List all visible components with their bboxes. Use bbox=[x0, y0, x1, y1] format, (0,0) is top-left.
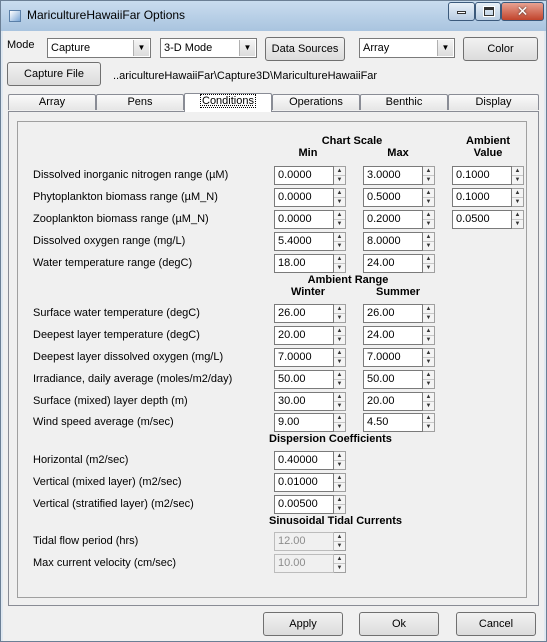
winter-spinner[interactable] bbox=[274, 370, 347, 389]
spin-down-icon[interactable]: ▼ bbox=[425, 199, 432, 205]
spin-buttons[interactable] bbox=[423, 232, 435, 251]
maximize-icon bbox=[484, 7, 494, 16]
ok-button[interactable]: Ok bbox=[359, 612, 439, 636]
summer-spinner-input[interactable]: 7.0000 bbox=[363, 348, 423, 367]
spin-buttons[interactable] bbox=[512, 210, 524, 229]
spin-up-icon: ▲ bbox=[334, 555, 345, 564]
capture-file-button[interactable]: Capture File bbox=[7, 62, 101, 86]
summer-spinner[interactable] bbox=[363, 370, 436, 389]
spin-up-icon[interactable]: ▲ bbox=[334, 349, 345, 358]
spin-down-icon[interactable]: ▼ bbox=[336, 506, 343, 512]
ambient-value-spinner[interactable] bbox=[452, 210, 525, 229]
spin-buttons[interactable] bbox=[334, 473, 346, 492]
chart-max-spinner[interactable] bbox=[363, 232, 436, 251]
layout-select-value: Array bbox=[363, 42, 390, 54]
ambient-row-label: Surface water temperature (degC) bbox=[33, 307, 200, 319]
spin-down-icon[interactable]: ▼ bbox=[514, 221, 521, 227]
spin-up-icon[interactable]: ▲ bbox=[334, 496, 345, 505]
dialog-body bbox=[3, 31, 544, 641]
chart-row-label: Dissolved inorganic nitrogen range (µM) bbox=[33, 169, 229, 181]
spin-buttons[interactable] bbox=[512, 188, 524, 207]
tab-pens[interactable]: Pens bbox=[96, 94, 184, 110]
ambient-value-spinner-input[interactable]: 0.0500 bbox=[452, 210, 512, 229]
spin-buttons[interactable] bbox=[334, 348, 346, 367]
dispersion-row-label: Horizontal (m2/sec) bbox=[33, 454, 129, 466]
spin-down-icon[interactable]: ▼ bbox=[336, 424, 343, 430]
app-icon bbox=[9, 10, 21, 22]
spin-up-icon[interactable]: ▲ bbox=[334, 393, 345, 402]
chart-min-spinner-input[interactable]: 0.0000 bbox=[274, 188, 334, 207]
maximize-button[interactable] bbox=[475, 2, 501, 21]
dispersion-spinner-input[interactable]: 0.01000 bbox=[274, 473, 334, 492]
dispersion-row-label: Vertical (mixed layer) (m2/sec) bbox=[33, 476, 182, 488]
spin-down-icon[interactable]: ▼ bbox=[514, 177, 521, 183]
spin-up-icon[interactable]: ▲ bbox=[423, 211, 434, 220]
tidal-spinner bbox=[274, 532, 347, 551]
dispersion-spinner-input[interactable]: 0.40000 bbox=[274, 451, 334, 470]
tidal-row-label: Max current velocity (cm/sec) bbox=[33, 557, 177, 569]
spin-up-icon[interactable]: ▲ bbox=[423, 305, 434, 314]
ambient-row-label: Surface (mixed) layer depth (m) bbox=[33, 395, 188, 407]
spin-up-icon[interactable]: ▲ bbox=[334, 474, 345, 483]
spin-buttons bbox=[334, 532, 346, 551]
spin-down-icon[interactable]: ▼ bbox=[425, 221, 432, 227]
spin-buttons[interactable] bbox=[334, 451, 346, 470]
summer-spinner[interactable] bbox=[363, 413, 436, 432]
winter-spinner-input[interactable]: 26.00 bbox=[274, 304, 334, 323]
spin-up-icon[interactable]: ▲ bbox=[334, 211, 345, 220]
spin-up-icon[interactable]: ▲ bbox=[423, 371, 434, 380]
spin-down-icon[interactable]: ▼ bbox=[336, 403, 343, 409]
spin-buttons[interactable] bbox=[334, 495, 346, 514]
spin-down-icon[interactable]: ▼ bbox=[425, 424, 432, 430]
tidal-spinner bbox=[274, 554, 347, 573]
spin-up-icon[interactable]: ▲ bbox=[512, 189, 523, 198]
chart-min-spinner[interactable] bbox=[274, 210, 347, 229]
chart-row-label: Phytoplankton biomass range (µM_N) bbox=[33, 191, 218, 203]
winter-spinner-input[interactable]: 20.00 bbox=[274, 326, 334, 345]
spin-down-icon[interactable]: ▼ bbox=[336, 484, 343, 490]
winter-header: Winter bbox=[290, 286, 326, 298]
chart-min-spinner-input[interactable]: 0.0000 bbox=[274, 166, 334, 185]
spin-buttons bbox=[334, 554, 346, 573]
color-button[interactable]: Color bbox=[463, 37, 538, 61]
winter-spinner-input[interactable]: 9.00 bbox=[274, 413, 334, 432]
spin-down-icon[interactable]: ▼ bbox=[425, 381, 432, 387]
chart-max-spinner[interactable] bbox=[363, 166, 436, 185]
spin-down-icon[interactable]: ▼ bbox=[336, 462, 343, 468]
minimize-icon bbox=[457, 11, 466, 14]
summer-spinner-input[interactable]: 20.00 bbox=[363, 392, 423, 411]
spin-up-icon[interactable]: ▲ bbox=[423, 167, 434, 176]
apply-button[interactable]: Apply bbox=[263, 612, 343, 636]
spin-up-icon[interactable]: ▲ bbox=[423, 327, 434, 336]
capture-path: ..ariculture​HawaiiFar\Capture3D\MaricultureHawaiiFar bbox=[113, 70, 378, 82]
summer-spinner[interactable] bbox=[363, 304, 436, 323]
spin-up-icon[interactable]: ▲ bbox=[334, 327, 345, 336]
winter-spinner-input[interactable]: 50.00 bbox=[274, 370, 334, 389]
tab-benthic[interactable]: Benthic bbox=[360, 94, 448, 110]
spin-up-icon[interactable]: ▲ bbox=[423, 393, 434, 402]
spin-up-icon[interactable]: ▲ bbox=[512, 211, 523, 220]
spin-buttons[interactable] bbox=[423, 188, 435, 207]
mode-select[interactable] bbox=[47, 38, 151, 58]
spin-up-icon[interactable]: ▲ bbox=[334, 414, 345, 423]
chart-max-spinner[interactable] bbox=[363, 254, 436, 273]
spin-down-icon[interactable]: ▼ bbox=[425, 337, 432, 343]
close-icon: ✕ bbox=[516, 3, 529, 19]
summer-spinner-input[interactable]: 24.00 bbox=[363, 326, 423, 345]
summer-spinner-input[interactable]: 4.50 bbox=[363, 413, 423, 432]
dispersion-spinner[interactable] bbox=[274, 495, 347, 514]
ambient-value-spinner-input[interactable]: 0.1000 bbox=[452, 166, 512, 185]
spin-buttons[interactable] bbox=[334, 254, 346, 273]
winter-spinner[interactable] bbox=[274, 413, 347, 432]
spin-down-icon[interactable]: ▼ bbox=[336, 315, 343, 321]
spin-up-icon[interactable]: ▲ bbox=[334, 255, 345, 264]
spin-up-icon[interactable]: ▲ bbox=[423, 233, 434, 242]
close-button[interactable] bbox=[501, 2, 544, 21]
spin-down-icon: ▼ bbox=[336, 543, 343, 549]
spin-buttons[interactable] bbox=[334, 392, 346, 411]
window-title: MaricultureHawaiiFar Options bbox=[27, 8, 186, 22]
spin-down-icon[interactable]: ▼ bbox=[336, 381, 343, 387]
spin-down-icon[interactable]: ▼ bbox=[425, 403, 432, 409]
chart-max-spinner-input[interactable]: 24.00 bbox=[363, 254, 423, 273]
spin-up-icon[interactable]: ▲ bbox=[334, 371, 345, 380]
chart-min-spinner[interactable] bbox=[274, 254, 347, 273]
tidal-spinner-input: 12.00 bbox=[274, 532, 334, 551]
winter-spinner-input[interactable]: 7.0000 bbox=[274, 348, 334, 367]
spin-down-icon[interactable]: ▼ bbox=[336, 177, 343, 183]
tab-conditions-label: Conditions bbox=[202, 95, 254, 107]
spin-down-icon[interactable]: ▼ bbox=[425, 243, 432, 249]
spin-down-icon[interactable]: ▼ bbox=[336, 199, 343, 205]
spin-up-icon[interactable]: ▲ bbox=[334, 167, 345, 176]
winter-spinner[interactable] bbox=[274, 348, 347, 367]
ambient-range-header: Ambient Range bbox=[307, 274, 389, 286]
summer-spinner[interactable] bbox=[363, 348, 436, 367]
summer-spinner[interactable] bbox=[363, 392, 436, 411]
spin-down-icon[interactable]: ▼ bbox=[336, 221, 343, 227]
chevron-down-icon: ▼ bbox=[133, 40, 149, 56]
tab-conditions[interactable] bbox=[184, 93, 272, 112]
dispersion-row-label: Vertical (stratified layer) (m2/sec) bbox=[33, 498, 194, 510]
dispersion-spinner[interactable] bbox=[274, 473, 347, 492]
chart-scale-header: Chart Scale bbox=[321, 135, 383, 147]
spin-down-icon: ▼ bbox=[336, 565, 343, 571]
spin-down-icon[interactable]: ▼ bbox=[425, 359, 432, 365]
tidal-header: Sinusoidal Tidal Currents bbox=[269, 515, 403, 527]
minimize-button[interactable] bbox=[448, 2, 475, 21]
spin-buttons[interactable] bbox=[423, 392, 435, 411]
tidal-spinner-input: 10.00 bbox=[274, 554, 334, 573]
summer-spinner-input[interactable]: 26.00 bbox=[363, 304, 423, 323]
dispersion-spinner[interactable] bbox=[274, 451, 347, 470]
max-header: Max bbox=[387, 147, 409, 159]
spin-down-icon[interactable]: ▼ bbox=[425, 177, 432, 183]
spin-up-icon[interactable]: ▲ bbox=[334, 452, 345, 461]
chart-row-label: Dissolved oxygen range (mg/L) bbox=[33, 235, 186, 247]
chart-max-spinner[interactable] bbox=[363, 188, 436, 207]
spin-buttons[interactable] bbox=[423, 370, 435, 389]
spin-up-icon[interactable]: ▲ bbox=[423, 349, 434, 358]
summer-spinner-input[interactable]: 50.00 bbox=[363, 370, 423, 389]
spin-up-icon[interactable]: ▲ bbox=[334, 305, 345, 314]
min-header: Min bbox=[298, 147, 318, 159]
spin-buttons[interactable] bbox=[423, 254, 435, 273]
spin-down-icon[interactable]: ▼ bbox=[336, 359, 343, 365]
chart-min-spinner[interactable] bbox=[274, 188, 347, 207]
spin-down-icon[interactable]: ▼ bbox=[425, 265, 432, 271]
spin-buttons[interactable] bbox=[423, 413, 435, 432]
spin-up-icon: ▲ bbox=[334, 533, 345, 542]
spin-buttons[interactable] bbox=[334, 370, 346, 389]
spin-down-icon[interactable]: ▼ bbox=[336, 265, 343, 271]
spin-buttons[interactable] bbox=[334, 210, 346, 229]
ambient-value-spinner[interactable] bbox=[452, 166, 525, 185]
spin-buttons[interactable] bbox=[423, 326, 435, 345]
spin-buttons[interactable] bbox=[334, 166, 346, 185]
chart-min-spinner[interactable] bbox=[274, 166, 347, 185]
spin-down-icon[interactable]: ▼ bbox=[336, 243, 343, 249]
spin-down-icon[interactable]: ▼ bbox=[425, 315, 432, 321]
ambient-row-label: Irradiance, daily average (moles/m2/day) bbox=[33, 373, 233, 385]
data-sources-button[interactable]: Data Sources bbox=[265, 37, 345, 61]
summer-spinner[interactable] bbox=[363, 326, 436, 345]
chart-max-spinner[interactable] bbox=[363, 210, 436, 229]
chart-min-spinner-input[interactable]: 0.0000 bbox=[274, 210, 334, 229]
tab-array[interactable]: Array bbox=[8, 94, 96, 110]
chart-min-spinner[interactable] bbox=[274, 232, 347, 251]
conditions-panel bbox=[8, 111, 539, 606]
spin-buttons[interactable] bbox=[423, 348, 435, 367]
ambient-value-header: Value bbox=[473, 147, 503, 159]
chart-min-spinner-input[interactable]: 5.4000 bbox=[274, 232, 334, 251]
spin-up-icon[interactable]: ▲ bbox=[423, 255, 434, 264]
chart-row-label: Water temperature range (degC) bbox=[33, 257, 193, 269]
ambient-row-label: Wind speed average (m/sec) bbox=[33, 416, 174, 428]
view-mode-select[interactable] bbox=[160, 38, 257, 58]
chart-max-spinner-input[interactable]: 8.0000 bbox=[363, 232, 423, 251]
chart-row-label: Zooplankton biomass range (µM_N) bbox=[33, 213, 209, 225]
tab-display[interactable]: Display bbox=[448, 94, 539, 110]
winter-spinner[interactable] bbox=[274, 304, 347, 323]
ambient-value-spinner[interactable] bbox=[452, 188, 525, 207]
spin-buttons[interactable] bbox=[512, 166, 524, 185]
winter-spinner[interactable] bbox=[274, 392, 347, 411]
chart-max-spinner-input[interactable]: 0.5000 bbox=[363, 188, 423, 207]
spin-buttons[interactable] bbox=[334, 188, 346, 207]
spin-down-icon[interactable]: ▼ bbox=[514, 199, 521, 205]
chart-min-spinner-input[interactable]: 18.00 bbox=[274, 254, 334, 273]
chart-max-spinner-input[interactable]: 0.2000 bbox=[363, 210, 423, 229]
conditions-group bbox=[17, 121, 527, 598]
spin-up-icon[interactable]: ▲ bbox=[423, 189, 434, 198]
spin-down-icon[interactable]: ▼ bbox=[336, 337, 343, 343]
ambient-value-spinner-input[interactable]: 0.1000 bbox=[452, 188, 512, 207]
layout-select[interactable] bbox=[359, 38, 455, 58]
ambient-header: Ambient bbox=[466, 135, 510, 147]
spin-up-icon[interactable]: ▲ bbox=[334, 189, 345, 198]
spin-buttons[interactable] bbox=[334, 304, 346, 323]
chevron-down-icon: ▼ bbox=[239, 40, 255, 56]
chevron-down-icon: ▼ bbox=[437, 40, 453, 56]
view-mode-select-value: 3-D Mode bbox=[164, 42, 213, 54]
spin-up-icon[interactable]: ▲ bbox=[334, 233, 345, 242]
mode-label: Mode bbox=[7, 39, 35, 51]
dispersion-header: Dispersion Coefficients bbox=[269, 433, 392, 445]
cancel-button[interactable]: Cancel bbox=[456, 612, 536, 636]
chart-max-spinner-input[interactable]: 3.0000 bbox=[363, 166, 423, 185]
winter-spinner[interactable] bbox=[274, 326, 347, 345]
ambient-row-label: Deepest layer dissolved oxygen (mg/L) bbox=[33, 351, 224, 363]
spin-buttons[interactable] bbox=[334, 413, 346, 432]
spin-up-icon[interactable]: ▲ bbox=[423, 414, 434, 423]
spin-buttons[interactable] bbox=[423, 210, 435, 229]
winter-spinner-input[interactable]: 30.00 bbox=[274, 392, 334, 411]
title-bar[interactable] bbox=[1, 1, 546, 31]
spin-buttons[interactable] bbox=[423, 166, 435, 185]
summer-header: Summer bbox=[375, 286, 421, 298]
spin-buttons[interactable] bbox=[423, 304, 435, 323]
mode-select-value: Capture bbox=[51, 42, 91, 54]
spin-up-icon[interactable]: ▲ bbox=[512, 167, 523, 176]
tidal-row-label: Tidal flow period (hrs) bbox=[33, 535, 139, 547]
spin-buttons[interactable] bbox=[334, 326, 346, 345]
ambient-row-label: Deepest layer temperature (degC) bbox=[33, 329, 200, 341]
spin-buttons[interactable] bbox=[334, 232, 346, 251]
tab-operations[interactable]: Operations bbox=[272, 94, 360, 110]
dispersion-spinner-input[interactable]: 0.00500 bbox=[274, 495, 334, 514]
